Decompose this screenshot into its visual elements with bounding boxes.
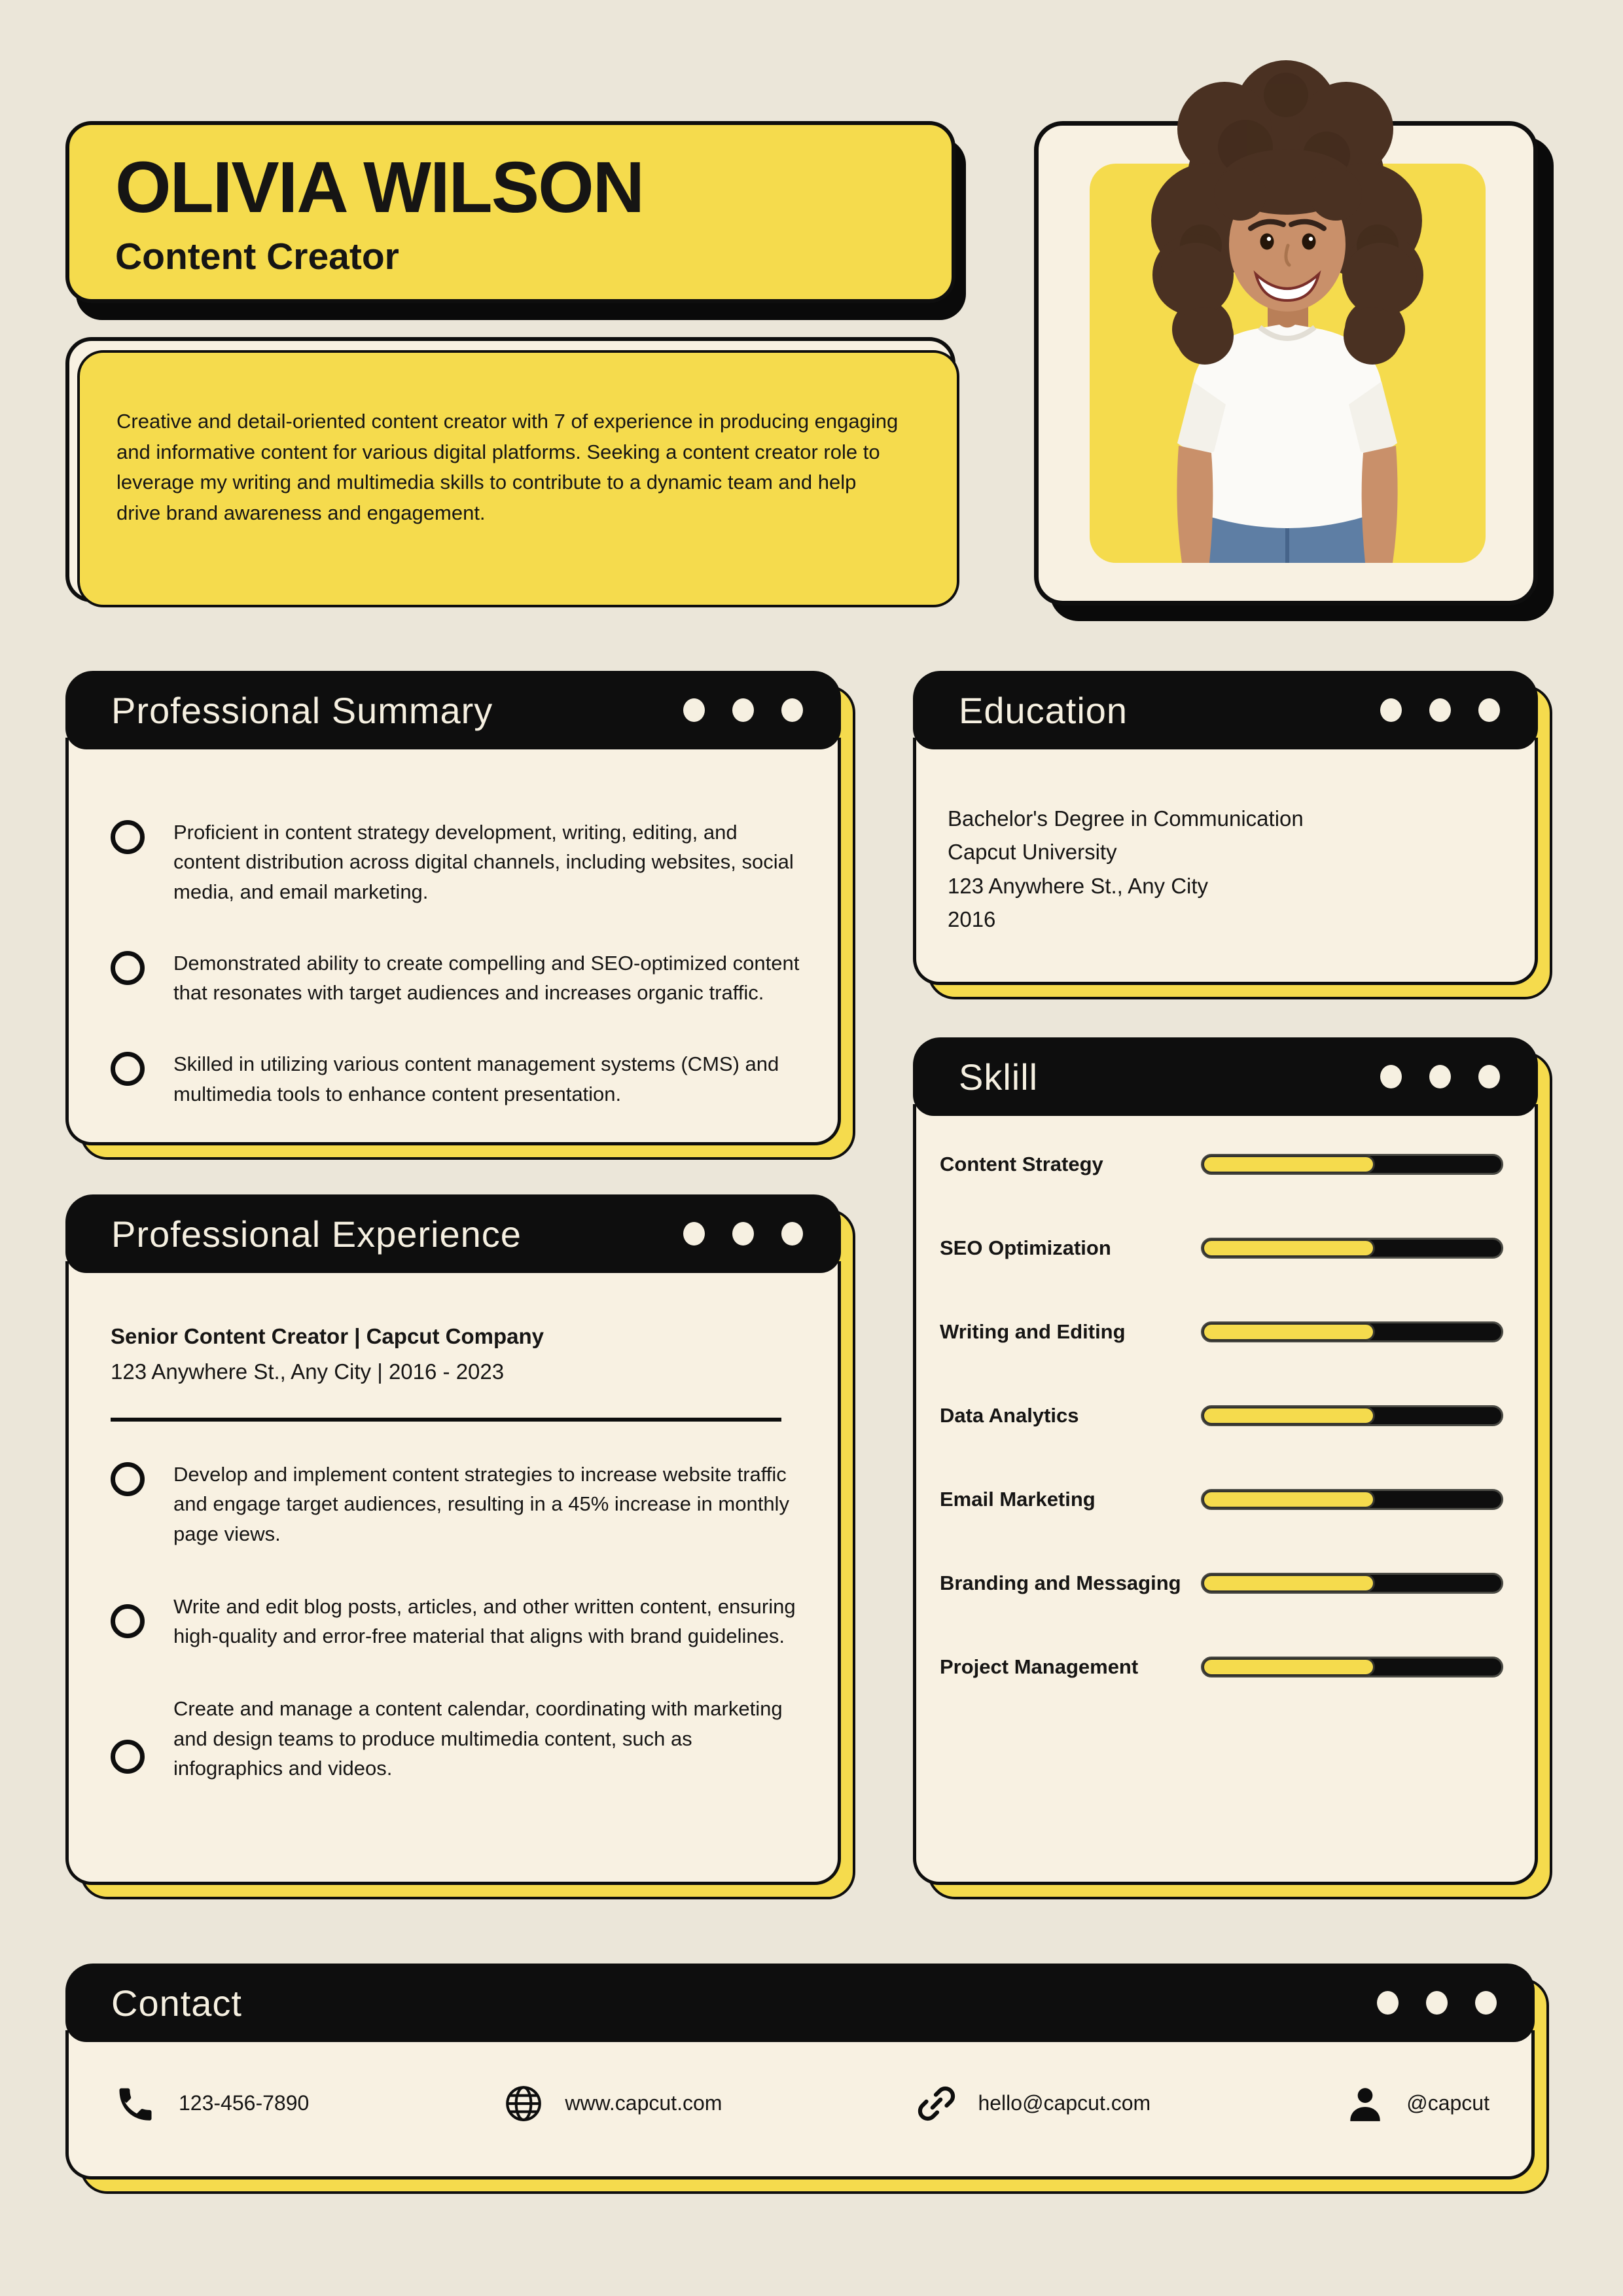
skill-row xyxy=(940,1374,1503,1458)
dot-icon xyxy=(1478,1065,1500,1088)
about-text: Creative and detail-oriented content creator with 7 of experience in producing engaging and informative content for various digital platforms. Seeking a content creator role to leverage my writing and multimedia skills to contribute to a dynamic team and help drive brand awareness and engagement. xyxy=(116,410,899,524)
skill-progress-fill xyxy=(1202,1490,1375,1509)
circle-bullet-icon xyxy=(111,1462,145,1496)
skill-progress-bar xyxy=(1201,1489,1503,1510)
window-dots xyxy=(683,1222,803,1246)
contact-body xyxy=(65,2030,1535,2179)
photo-card xyxy=(1034,121,1538,605)
dot-icon xyxy=(1377,1991,1399,2015)
list-item-text: Write and edit blog posts, articles, and other written content, ensuring high-quality and error-free material that aligns with brand guidelines. xyxy=(173,1594,796,1647)
section-title: Sklill xyxy=(959,1056,1039,1098)
list-item-text: Skilled in utilizing various content management systems (CMS) and multimedia tools to enhance content presentation. xyxy=(173,1052,779,1105)
experience-role: Senior Content Creator | Capcut Company xyxy=(111,1324,544,1348)
list-item-text: Create and manage a content calendar, coordinating with marketing and design teams to produce multimedia content, such as infographics and videos. xyxy=(173,1697,783,1780)
circle-bullet-icon xyxy=(111,951,145,985)
skill-progress-bar xyxy=(1201,1405,1503,1426)
link-icon xyxy=(915,2082,958,2125)
education-header xyxy=(913,671,1538,749)
skill-label: Content Strategy xyxy=(940,1153,1103,1175)
job-title: Content Creator xyxy=(115,236,399,278)
dot-icon xyxy=(732,1222,754,1246)
circle-bullet-icon xyxy=(111,820,145,854)
contact-website-text: www.capcut.com xyxy=(565,2091,722,2115)
list-item xyxy=(111,948,804,1008)
skill-progress-bar xyxy=(1201,1238,1503,1259)
list-item xyxy=(111,817,804,906)
dot-icon xyxy=(781,698,803,722)
dot-icon xyxy=(1380,698,1402,722)
globe-icon xyxy=(502,2082,545,2125)
contact-email-text: hello@capcut.com xyxy=(978,2091,1151,2115)
skill-row xyxy=(940,1458,1503,1541)
skill-progress-fill xyxy=(1202,1407,1375,1425)
education-year: 2016 xyxy=(948,907,996,932)
dot-icon xyxy=(1429,1065,1451,1088)
contact-item-email xyxy=(915,2082,1150,2125)
list-item xyxy=(111,1049,804,1109)
skill-progress-fill xyxy=(1202,1574,1375,1592)
experience-meta: 123 Anywhere St., Any City | 2016 - 2023 xyxy=(111,1359,505,1384)
skill-progress-bar xyxy=(1201,1321,1503,1342)
list-item-text: Demonstrated ability to create compelling and SEO-optimized content that resonates with target audiences and increases organic traffic. xyxy=(173,951,800,1004)
list-item xyxy=(111,1592,798,1651)
skill-progress-fill xyxy=(1202,1155,1375,1174)
skill-label: Project Management xyxy=(940,1655,1139,1678)
list-item-text: Develop and implement content strategies to increase website traffic and engage target audiences, resulting in a 45% increase in monthly page views. xyxy=(173,1463,789,1545)
section-title: Education xyxy=(959,689,1128,731)
circle-bullet-icon xyxy=(111,1604,145,1638)
skill-row xyxy=(940,1206,1503,1290)
list-item-text: Proficient in content strategy development, writing, editing, and content distribution across digital channels, including websites, social media, and email marketing. xyxy=(173,821,794,903)
experience-list xyxy=(111,1460,798,1783)
dot-icon xyxy=(1380,1065,1402,1088)
window-dots xyxy=(1380,698,1500,722)
list-item xyxy=(111,1460,798,1549)
contact-phone-text: 123-456-7890 xyxy=(179,2091,310,2115)
skill-label: Writing and Editing xyxy=(940,1320,1126,1343)
section-title: Contact xyxy=(111,1982,242,2024)
portrait-photo xyxy=(1090,49,1486,563)
skills-body xyxy=(913,1104,1538,1885)
title-card xyxy=(65,121,955,303)
contact-social-text: @capcut xyxy=(1406,2091,1489,2115)
dot-icon xyxy=(683,1222,705,1246)
divider xyxy=(111,1418,781,1422)
dot-icon xyxy=(1429,698,1451,722)
professional-summary-card xyxy=(65,671,841,1145)
education-school: Capcut University xyxy=(948,840,1117,865)
dot-icon xyxy=(1475,1991,1497,2015)
skill-label: Email Marketing xyxy=(940,1488,1096,1511)
skill-row xyxy=(940,1122,1503,1206)
skill-row xyxy=(940,1290,1503,1374)
skill-progress-fill xyxy=(1202,1658,1375,1676)
list-item xyxy=(111,1694,798,1783)
contact-header xyxy=(65,1964,1535,2042)
section-title: Professional Summary xyxy=(111,689,493,731)
skill-progress-fill xyxy=(1202,1323,1375,1341)
about-card xyxy=(65,337,955,602)
skill-label: Branding and Messaging xyxy=(940,1571,1181,1594)
circle-bullet-icon xyxy=(111,1740,145,1774)
phone-icon xyxy=(116,2082,159,2125)
skill-label: Data Analytics xyxy=(940,1404,1079,1427)
skill-row xyxy=(940,1625,1503,1709)
professional-summary-body xyxy=(65,738,841,1145)
skill-progress-bar xyxy=(1201,1154,1503,1175)
education-card xyxy=(913,671,1538,985)
education-degree: Bachelor's Degree in Communication xyxy=(948,806,1304,831)
person-icon xyxy=(1344,2082,1387,2125)
dot-icon xyxy=(1478,698,1500,722)
skill-progress-fill xyxy=(1202,1239,1375,1257)
education-body xyxy=(913,738,1538,985)
page-title: OLIVIA WILSON xyxy=(115,147,644,228)
skills-card xyxy=(913,1037,1538,1885)
professional-summary-header xyxy=(65,671,841,749)
dot-icon xyxy=(1426,1991,1448,2015)
professional-experience-header xyxy=(65,1194,841,1273)
dot-icon xyxy=(781,1222,803,1246)
contact-item-website xyxy=(502,2082,722,2125)
window-dots xyxy=(683,698,803,722)
education-address: 123 Anywhere St., Any City xyxy=(948,873,1209,898)
dot-icon xyxy=(732,698,754,722)
skill-row xyxy=(940,1541,1503,1625)
window-dots xyxy=(1380,1065,1500,1088)
skill-label: SEO Optimization xyxy=(940,1236,1111,1259)
contact-item-social xyxy=(1344,2082,1489,2125)
window-dots xyxy=(1377,1991,1497,2015)
professional-experience-card xyxy=(65,1194,841,1885)
dot-icon xyxy=(683,698,705,722)
contact-card xyxy=(65,1964,1535,2179)
professional-experience-body xyxy=(65,1261,841,1885)
skills-header xyxy=(913,1037,1538,1116)
contact-item-phone xyxy=(116,2082,309,2125)
skill-progress-bar xyxy=(1201,1657,1503,1677)
circle-bullet-icon xyxy=(111,1052,145,1086)
skill-progress-bar xyxy=(1201,1573,1503,1594)
section-title: Professional Experience xyxy=(111,1213,522,1255)
